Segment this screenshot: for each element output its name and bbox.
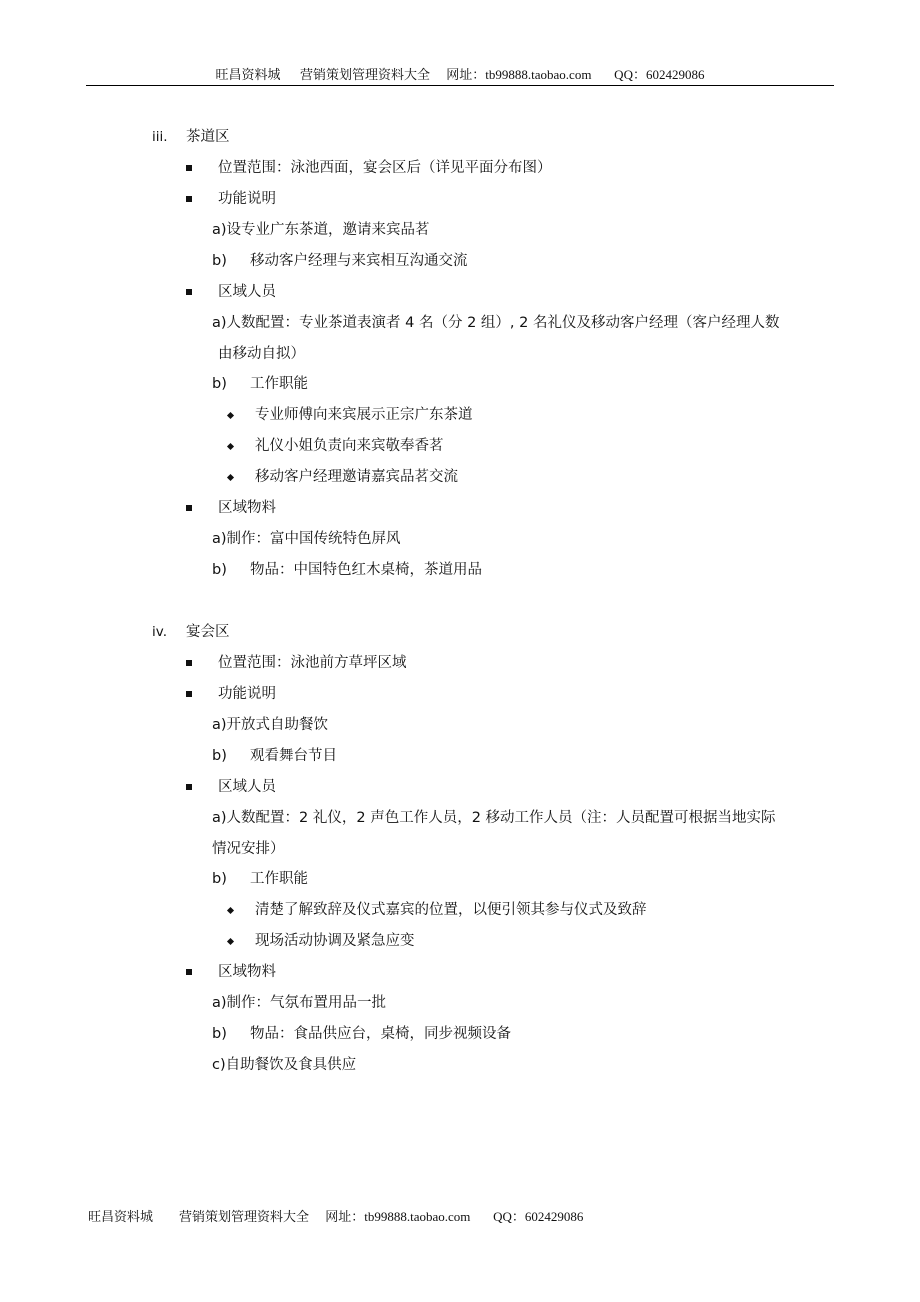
material-b: 物品：食品供应台，桌椅，同步视频设备	[250, 1026, 511, 1042]
staff-heading: 区域人员	[218, 284, 276, 300]
square-bullet-icon	[186, 969, 192, 975]
square-bullet-icon	[186, 505, 192, 511]
square-bullet-icon	[186, 165, 192, 171]
staff-a-line1: a)人数配置：专业茶道表演者 4 名（分 2 组）, 2 名礼仪及移动客户经理（客户经理人数	[212, 315, 780, 331]
function-heading: 功能说明	[218, 686, 276, 702]
square-bullet-icon	[186, 196, 192, 202]
square-bullet-icon	[186, 660, 192, 666]
sub-item-marker: b)	[212, 1026, 227, 1042]
material-a: a)制作：富中国传统特色屏风	[212, 531, 401, 547]
header-rule	[86, 85, 834, 86]
square-bullet-icon	[186, 691, 192, 697]
staff-b: 工作职能	[250, 376, 308, 392]
material-a: a)制作：气氛布置用品一批	[212, 995, 387, 1011]
staff-a-line1: a)人数配置：2 礼仪，2 声色工作人员，2 移动工作人员（注：人员配置可根据当地实际	[212, 810, 776, 826]
duty-text: 清楚了解致辞及仪式嘉宾的位置，以便引领其参与仪式及致辞	[255, 902, 647, 918]
function-b: 移动客户经理与来宾相互沟通交流	[250, 253, 468, 269]
diamond-bullet-icon	[227, 938, 234, 945]
duty-text: 现场活动协调及紧急应变	[255, 933, 415, 949]
function-b: 观看舞台节目	[250, 748, 337, 764]
diamond-bullet-icon	[227, 443, 234, 450]
duty-text: 专业师傅向来宾展示正宗广东茶道	[255, 407, 473, 423]
sub-item-marker: b)	[212, 748, 227, 764]
page-footer: 旺昌资料城 营销策划管理资料大全 网址：tb99888.taobao.com QQ：602429086	[88, 1209, 584, 1224]
section-numeral: iv.	[152, 624, 167, 640]
material-b: 物品：中国特色红木桌椅，茶道用品	[250, 562, 482, 578]
section-title: 茶道区	[186, 129, 230, 145]
function-a: a)开放式自助餐饮	[212, 717, 329, 733]
section-numeral: iii.	[152, 129, 168, 145]
page-header: 旺昌资料城 营销策划管理资料大全 网址：tb99888.taobao.com QQ：602429086	[215, 67, 705, 82]
diamond-bullet-icon	[227, 412, 234, 419]
square-bullet-icon	[186, 289, 192, 295]
duty-text: 移动客户经理邀请嘉宾品茗交流	[255, 469, 458, 485]
function-heading: 功能说明	[218, 191, 276, 207]
location-text: 位置范围：泳池前方草坪区域	[218, 655, 407, 671]
sub-item-marker: b)	[212, 562, 227, 578]
square-bullet-icon	[186, 784, 192, 790]
location-text: 位置范围：泳池西面，宴会区后（详见平面分布图）	[218, 160, 552, 176]
section-title: 宴会区	[186, 624, 230, 640]
function-a: a)设专业广东茶道，邀请来宾品茗	[212, 222, 430, 238]
staff-heading: 区域人员	[218, 779, 276, 795]
sub-item-marker: b)	[212, 376, 227, 392]
sub-item-marker: b)	[212, 871, 227, 887]
staff-a-line2: 由移动自拟）	[218, 346, 305, 362]
material-heading: 区域物料	[218, 500, 276, 516]
diamond-bullet-icon	[227, 474, 234, 481]
staff-a-line2: 情况安排）	[212, 841, 285, 857]
diamond-bullet-icon	[227, 907, 234, 914]
sub-item-marker: b)	[212, 253, 227, 269]
material-c: c)自助餐饮及食具供应	[212, 1057, 357, 1073]
material-heading: 区域物料	[218, 964, 276, 980]
staff-b: 工作职能	[250, 871, 308, 887]
duty-text: 礼仪小姐负责向来宾敬奉香茗	[255, 438, 444, 454]
